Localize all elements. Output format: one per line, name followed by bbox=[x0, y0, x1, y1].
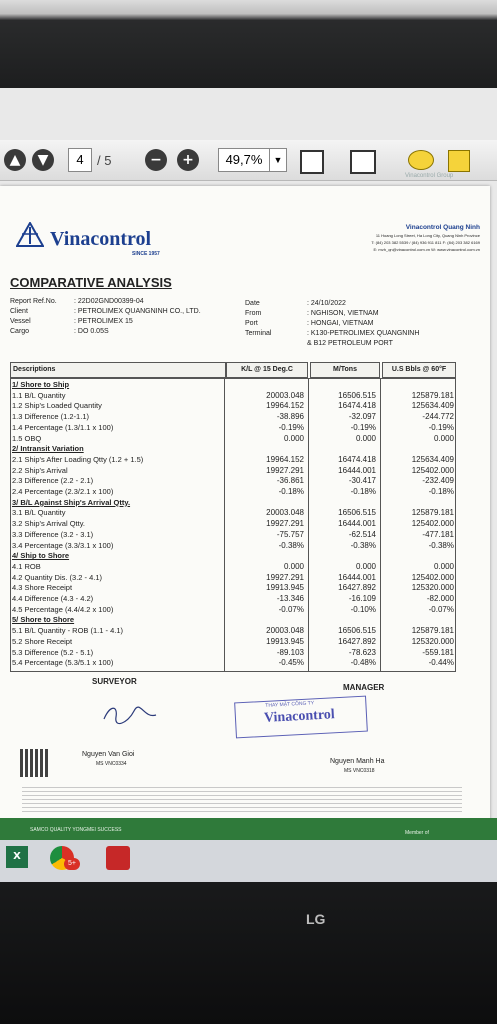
company-stamp bbox=[234, 696, 368, 739]
meta-value: : DO 0.05S bbox=[74, 328, 109, 335]
table-cell-mt: 16444.001 bbox=[338, 465, 376, 475]
table-cell-kl: 0.000 bbox=[283, 433, 304, 443]
table-cell-bbl: -0.18% bbox=[428, 487, 454, 496]
surveyor-name: Nguyen Van Gioi bbox=[82, 751, 135, 758]
meta-value: : K130-PETROLIMEX QUANGNINH bbox=[307, 330, 420, 337]
table-cell-kl: 19927.291 bbox=[266, 519, 304, 529]
fine-print bbox=[22, 784, 462, 812]
table-cell-kl: 19927.291 bbox=[266, 572, 304, 582]
table-cell-bbl: 0.000 bbox=[433, 433, 454, 443]
page-number-input[interactable]: 4 bbox=[68, 148, 92, 172]
table-row-label: 4.4 Difference (4.3 - 4.2) bbox=[12, 594, 94, 603]
footer-left-text: SAMCO QUALITY YONGMEI SUCCESS bbox=[30, 827, 122, 833]
table-cell-bbl: -0.19% bbox=[428, 422, 454, 432]
table-header-bbl: U.S Bbls @ 60°F bbox=[382, 362, 456, 378]
table-cell-bbl: 125320.000 bbox=[411, 583, 454, 593]
table-header-descriptions: Descriptions bbox=[10, 362, 226, 378]
table-cell-bbl: 125402.000 bbox=[411, 519, 454, 529]
table-cell-kl: -75.757 bbox=[276, 529, 304, 539]
table-cell-kl: -0.18% bbox=[278, 487, 304, 496]
table-row-label: 2.2 Ship's Arrival bbox=[12, 465, 68, 475]
meta-label: Port bbox=[245, 320, 258, 327]
meta-value: : 22D02GND00399-04 bbox=[74, 298, 144, 305]
fit-page-icon[interactable] bbox=[300, 150, 324, 174]
footer-right-text: Member of bbox=[405, 830, 429, 836]
manager-id: MS VNC0318 bbox=[344, 768, 375, 774]
table-cell-mt: -78.623 bbox=[348, 647, 376, 657]
table-cell-bbl: -82.000 bbox=[426, 594, 454, 603]
table-cell-bbl: 125879.181 bbox=[411, 390, 454, 400]
meta-value: : PETROLIMEX QUANGNINH CO., LTD. bbox=[74, 308, 201, 315]
meta-value: : NGHISON, VIETNAM bbox=[307, 310, 379, 317]
monitor-brand-logo: LG bbox=[306, 911, 326, 927]
table-cell-bbl: -0.38% bbox=[428, 540, 454, 550]
company-logo-text: Vinacontrol bbox=[50, 228, 152, 250]
meta-label: Report Ref.No. bbox=[10, 298, 57, 305]
table-row-label: 4.3 Shore Receipt bbox=[12, 583, 73, 593]
table-cell-mt: -0.48% bbox=[350, 658, 376, 668]
table-cell-bbl: 125634.409 bbox=[411, 401, 454, 411]
table-cell-kl: 19964.152 bbox=[266, 401, 304, 411]
table-cell-mt: 16427.892 bbox=[338, 583, 376, 593]
taskbar bbox=[0, 840, 497, 882]
surveyor-label: SURVEYOR bbox=[92, 677, 137, 686]
table-cell-kl: -89.103 bbox=[276, 647, 304, 657]
table-cell-mt: 16444.001 bbox=[338, 572, 376, 582]
table-cell-mt: 16506.515 bbox=[338, 508, 376, 518]
notification-badge: 5+ bbox=[64, 858, 80, 870]
table-divider bbox=[308, 378, 309, 672]
table-cell-mt: 0.000 bbox=[355, 561, 376, 571]
manager-name: Nguyen Manh Ha bbox=[330, 758, 385, 765]
meta-label: Vessel bbox=[10, 318, 31, 325]
table-row-label: 2.3 Difference (2.2 - 2.1) bbox=[12, 476, 94, 486]
meta-label: Client bbox=[10, 308, 28, 315]
table-header-kl: K/L @ 15 Deg.C bbox=[226, 362, 308, 378]
surveyor-id: MS VNC0334 bbox=[96, 761, 127, 767]
table-cell-mt: -32.097 bbox=[348, 412, 376, 422]
table-row-label: 5.4 Percentage (5.3/5.1 x 100) bbox=[12, 658, 114, 668]
branch-phone: T: (84) 203 382 5539 / (84) 936 911 811 F: (84) 203 382 6169 bbox=[371, 240, 480, 245]
table-cell-bbl: 125320.000 bbox=[411, 636, 454, 646]
table-cell-bbl: -477.181 bbox=[422, 529, 454, 539]
document-footer-bar bbox=[0, 818, 497, 840]
table-cell-mt: 16474.418 bbox=[338, 401, 376, 411]
table-row-label: 1.5 OBQ bbox=[12, 433, 42, 443]
table-row-label: 1.1 B/L Quantity bbox=[12, 390, 66, 400]
table-cell-mt: 16506.515 bbox=[338, 626, 376, 636]
table-section-title: 5/ Shore to Shore bbox=[12, 615, 75, 625]
table-row-label: 3.2 Ship's Arrival Qtty. bbox=[12, 519, 85, 529]
stamp-top-text: THAY MẶT CÔNG TY bbox=[265, 700, 315, 709]
table-row-label: 5.3 Difference (5.2 - 5.1) bbox=[12, 647, 94, 657]
table-cell-kl: 19913.945 bbox=[266, 636, 304, 646]
meta-value: : PETROLIMEX 15 bbox=[74, 318, 133, 325]
branch-email: E: mvh_qn@vinacontrol.com.vn W: www.vinacontrol.com.vn bbox=[373, 247, 480, 252]
excel-icon[interactable]: X bbox=[6, 846, 28, 868]
zoom-dropdown-icon[interactable]: ▼ bbox=[269, 148, 287, 172]
pdf-toolbar bbox=[0, 140, 497, 181]
zoom-in-icon[interactable]: + bbox=[177, 149, 199, 171]
manager-label: MANAGER bbox=[343, 683, 385, 692]
table-cell-kl: 0.000 bbox=[283, 561, 304, 571]
company-since: SINCE 1957 bbox=[132, 251, 160, 257]
table-row-label: 3.3 Difference (3.2 - 3.1) bbox=[12, 529, 94, 539]
table-row-label: 3.1 B/L Quantity bbox=[12, 508, 66, 518]
highlight-icon[interactable] bbox=[448, 150, 470, 172]
table-cell-kl: -0.07% bbox=[278, 604, 304, 614]
table-cell-mt: -0.10% bbox=[350, 604, 376, 614]
prev-page-icon[interactable]: ▲ bbox=[4, 149, 26, 171]
table-row-label: 3.4 Percentage (3.3/3.1 x 100) bbox=[12, 540, 114, 550]
meta-value: : HONGAI, VIETNAM bbox=[307, 320, 374, 327]
table-cell-kl: 20003.048 bbox=[266, 508, 304, 518]
table-cell-kl: -0.45% bbox=[278, 658, 304, 668]
table-section-title: 2/ Intransit Variation bbox=[12, 444, 84, 454]
table-cell-kl: 19913.945 bbox=[266, 583, 304, 593]
zoom-out-icon[interactable]: − bbox=[145, 149, 167, 171]
meta-value: : 24/10/2022 bbox=[307, 300, 346, 307]
meta-label: Cargo bbox=[10, 328, 30, 335]
stamp-text: Vinacontrol bbox=[263, 707, 336, 726]
table-divider bbox=[224, 378, 225, 672]
page-title: COMPARATIVE ANALYSIS bbox=[10, 275, 172, 290]
table-cell-bbl: 125402.000 bbox=[411, 572, 454, 582]
meta-label: Terminal bbox=[245, 330, 272, 337]
table-cell-bbl: 125634.409 bbox=[411, 454, 454, 464]
table-section-title: 4/ Ship to Shore bbox=[12, 551, 70, 561]
table-row-label: 1.3 Difference (1.2-1.1) bbox=[12, 412, 89, 422]
table-divider bbox=[380, 378, 381, 672]
table-row-label: 1.2 Ship's Loaded Quantity bbox=[12, 401, 102, 411]
table-cell-bbl: -559.181 bbox=[422, 647, 454, 657]
comment-icon[interactable] bbox=[408, 150, 434, 170]
table-cell-kl: -13.346 bbox=[276, 594, 304, 603]
table-cell-mt: -0.19% bbox=[350, 422, 376, 432]
table-cell-mt: -16.109 bbox=[348, 594, 376, 603]
table-cell-mt: 16474.418 bbox=[338, 454, 376, 464]
surveyor-signature bbox=[100, 701, 160, 727]
table-cell-bbl: -0.44% bbox=[428, 658, 454, 668]
meta-label: Date bbox=[245, 300, 260, 307]
table-cell-mt: -0.38% bbox=[350, 540, 376, 550]
table-row-label: 1.4 Percentage (1.3/1.1 x 100) bbox=[12, 422, 114, 432]
table-cell-mt: -0.18% bbox=[350, 487, 376, 496]
table-cell-mt: -30.417 bbox=[348, 476, 376, 486]
table-cell-kl: 19927.291 bbox=[266, 465, 304, 475]
table-cell-kl: -0.19% bbox=[278, 422, 304, 432]
table-cell-bbl: 125879.181 bbox=[411, 626, 454, 636]
monitor-bottom-bezel bbox=[0, 882, 497, 1024]
table-row-label: 2.1 Ship's After Loading Qtty (1.2 + 1.5) bbox=[12, 454, 144, 464]
branch-name: Vinacontrol Quang Ninh bbox=[405, 224, 480, 231]
table-row-label: 4.5 Percentage (4.4/4.2 x 100) bbox=[12, 604, 114, 614]
table-cell-kl: -36.861 bbox=[276, 476, 304, 486]
zoom-input[interactable]: 49,7% bbox=[218, 148, 270, 172]
table-section-title: 3/ B/L Against Ship's Arrival Qtty. bbox=[12, 497, 131, 507]
table-cell-bbl: -244.772 bbox=[422, 412, 454, 422]
table-cell-bbl: 125402.000 bbox=[411, 465, 454, 475]
table-cell-kl: 20003.048 bbox=[266, 626, 304, 636]
pdf-reader-icon[interactable] bbox=[106, 846, 130, 870]
table-cell-mt: 16506.515 bbox=[338, 390, 376, 400]
table-row-label: 2.4 Percentage (2.3/2.1 x 100) bbox=[12, 487, 114, 496]
table-cell-bbl: -232.409 bbox=[422, 476, 454, 486]
table-cell-kl: 20003.048 bbox=[266, 390, 304, 400]
table-cell-mt: 0.000 bbox=[355, 433, 376, 443]
meta-label: From bbox=[245, 310, 262, 317]
meta-value: & B12 PETROLEUM PORT bbox=[307, 340, 393, 347]
toolbar-banner: Vinacontrol Group bbox=[405, 173, 454, 179]
table-section-title: 1/ Shore to Ship bbox=[12, 380, 70, 389]
page-total: / 5 bbox=[97, 153, 112, 168]
monitor-top-bezel bbox=[0, 0, 497, 92]
table-row-label: 5.2 Shore Receipt bbox=[12, 636, 73, 646]
fit-width-icon[interactable] bbox=[350, 150, 376, 174]
vinacontrol-logo-icon bbox=[16, 222, 44, 248]
table-cell-kl: -38.896 bbox=[276, 412, 304, 422]
table-cell-bbl: 0.000 bbox=[433, 561, 454, 571]
table-cell-mt: -62.514 bbox=[348, 529, 376, 539]
table-cell-bbl: 125879.181 bbox=[411, 508, 454, 518]
branch-address: 11 Hoang Long Street, Ha Long City, Quang Ninh Province bbox=[375, 233, 480, 238]
pdf-page bbox=[0, 186, 490, 826]
table-row-label: 5.1 B/L Quantity - ROB (1.1 - 4.1) bbox=[12, 626, 124, 636]
table-cell-mt: 16444.001 bbox=[338, 519, 376, 529]
table-header-mt: M/Tons bbox=[310, 362, 380, 378]
next-page-icon[interactable]: ▼ bbox=[32, 149, 54, 171]
table-row-label: 4.2 Quantity Dis. (3.2 - 4.1) bbox=[12, 572, 103, 582]
table-cell-mt: 16427.892 bbox=[338, 636, 376, 646]
table-cell-kl: -0.38% bbox=[278, 540, 304, 550]
table-row-label: 4.1 ROB bbox=[12, 561, 41, 571]
table-cell-kl: 19964.152 bbox=[266, 454, 304, 464]
table-cell-bbl: -0.07% bbox=[428, 604, 454, 614]
qr-code bbox=[20, 749, 48, 777]
